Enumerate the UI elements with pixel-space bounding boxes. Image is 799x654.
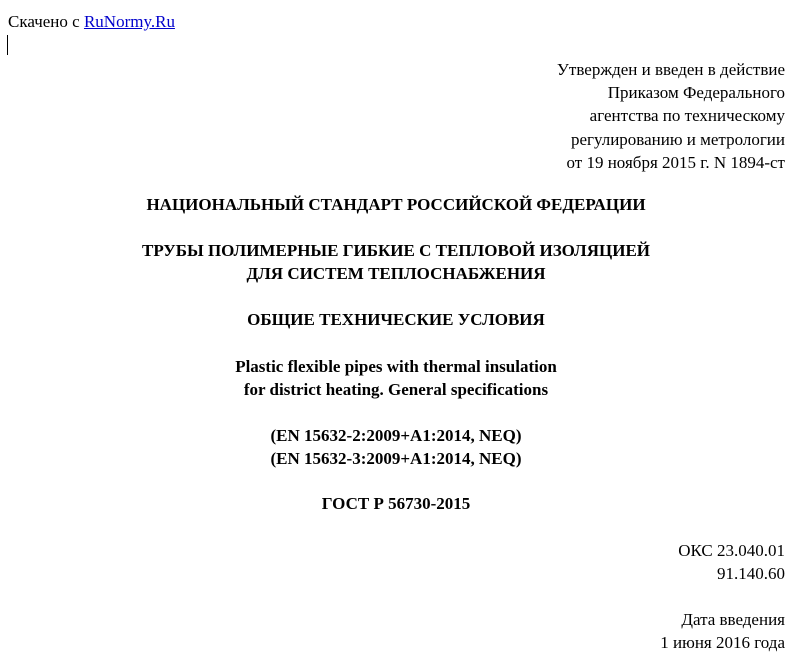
standard-title-line: ДЛЯ СИСТЕМ ТЕПЛОСНАБЖЕНИЯ	[246, 263, 546, 283]
text-cursor	[7, 35, 8, 55]
english-title-line: for district heating. General specifications	[243, 379, 549, 399]
oks-line: ОКС 23.040.01	[678, 541, 785, 560]
standard-title	[0, 240, 792, 285]
national-standard-heading: НАЦИОНАЛЬНЫЙ СТАНДАРТ РОССИЙСКОЙ ФЕДЕРАЦИИ	[146, 195, 646, 214]
english-title-line: Plastic flexible pipes with thermal insulation	[235, 357, 557, 376]
downloaded-from-note	[8, 12, 175, 32]
introduction-date	[660, 608, 785, 654]
approval-line: регулированию и метрологии	[570, 129, 785, 149]
approval-line: Приказом Федерального	[607, 83, 785, 103]
introduction-date-label: Дата введения	[681, 610, 785, 629]
downloaded-prefix: Скачено с	[8, 12, 84, 31]
en-reference: (EN 15632-3:2009+A1:2014, NEQ)	[270, 448, 522, 468]
approval-line: от 19 ноября 2015 г. N 1894-ст	[566, 152, 785, 172]
approval-line: Утвержден и введен в действие	[556, 60, 785, 79]
introduction-date-value: 1 июня 2016 года	[660, 633, 785, 653]
en-references	[0, 425, 792, 470]
general-conditions-heading: ОБЩИЕ ТЕХНИЧЕСКИЕ УСЛОВИЯ	[247, 310, 545, 329]
en-reference: (EN 15632-2:2009+A1:2014, NEQ)	[270, 426, 522, 445]
oks-classification	[678, 539, 785, 585]
approval-line: агентства по техническому	[589, 106, 785, 126]
gost-number: ГОСТ Р 56730-2015	[321, 494, 471, 513]
oks-line: 91.140.60	[717, 564, 785, 584]
runormy-link[interactable]: RuNormy.Ru	[83, 12, 175, 31]
standard-title-line: ТРУБЫ ПОЛИМЕРНЫЕ ГИБКИЕ С ТЕПЛОВОЙ ИЗОЛЯЦИЕЙ	[141, 241, 651, 260]
approval-block	[557, 58, 785, 174]
english-title	[0, 356, 792, 401]
